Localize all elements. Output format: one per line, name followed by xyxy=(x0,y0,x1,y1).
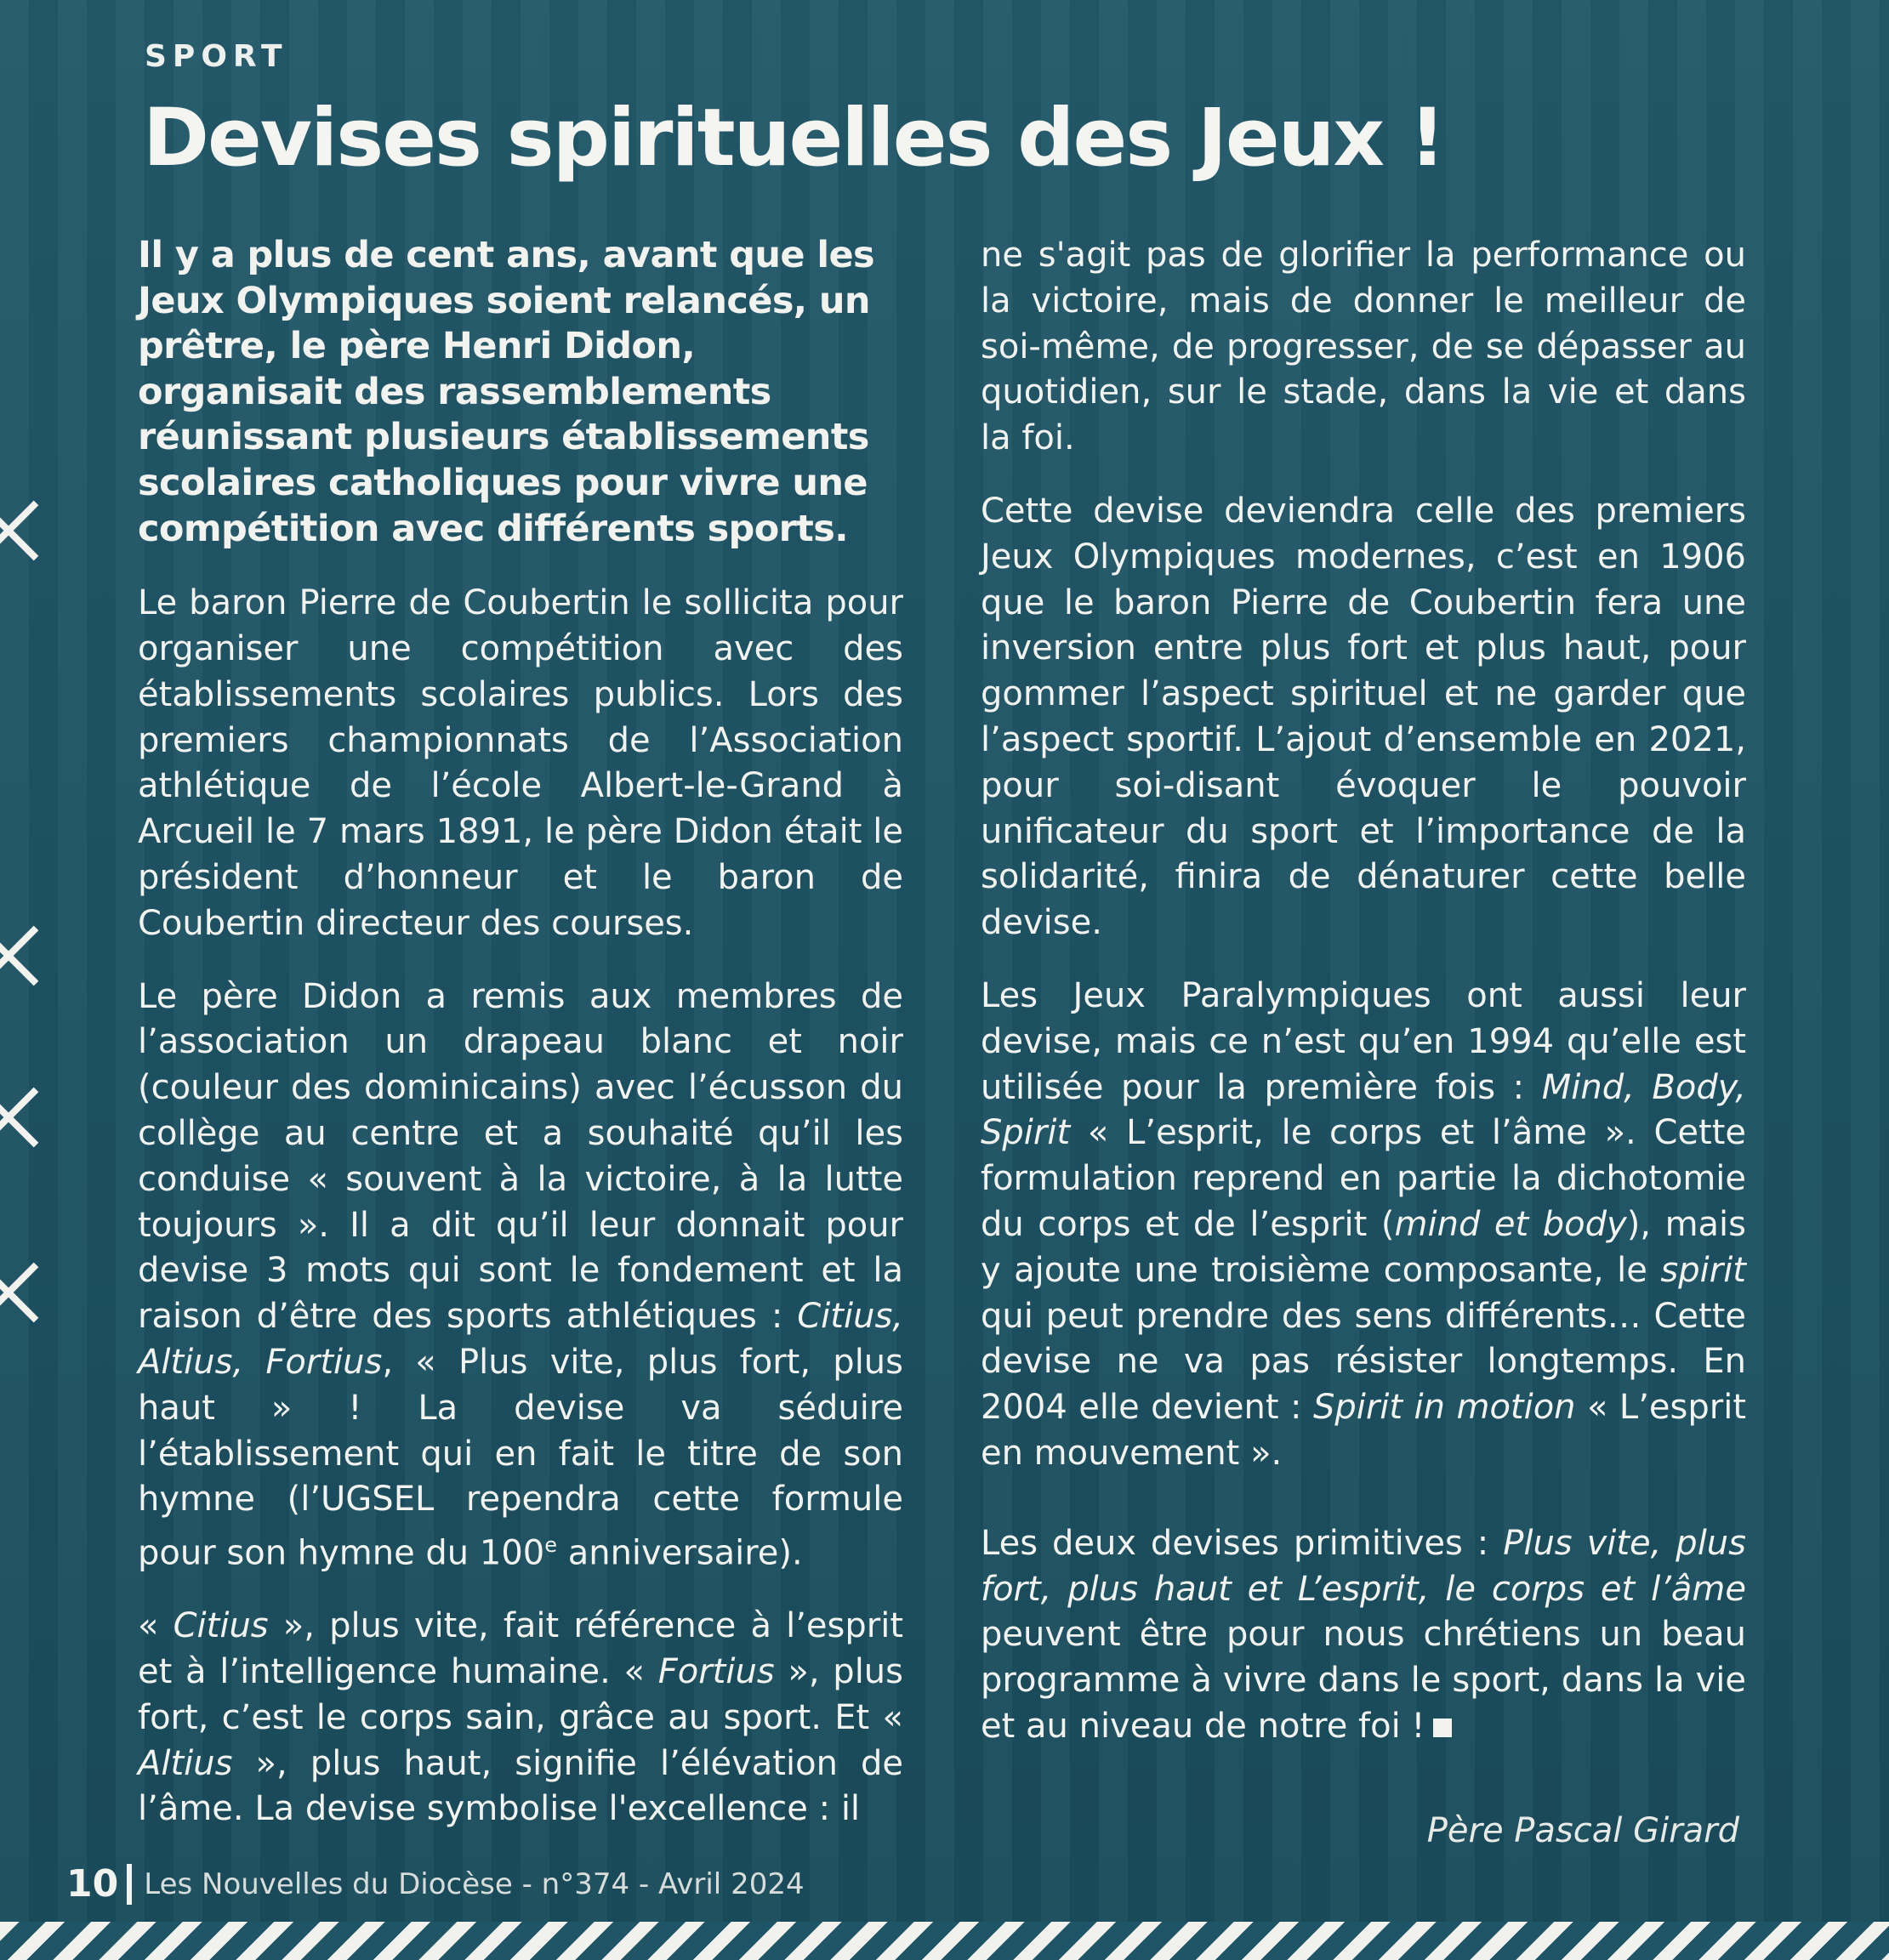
word-spirit: spirit xyxy=(1660,1250,1746,1290)
author-signature: Père Pascal Girard xyxy=(1426,1811,1739,1850)
text-span: Les Jeux Paralympiques ont aussi leur devise, mais ce n’est qu’en 1994 qu’elle est utilisée pour la première fois : xyxy=(981,975,1746,1107)
text-span: , « Plus vite, plus fort, plus haut » ! La devise va séduire l’établissement qui en fait le titre de son hymne (l’UGSEL rependra cette formule pour son hymne du 100 xyxy=(138,1342,904,1573)
section-label: SPORT xyxy=(145,39,288,74)
text-span: « L’esprit en mouvement ». xyxy=(981,1388,1747,1473)
text-span: », plus haut, signifie l’élévation de l’âme. La devise symbolise l'excellence : il xyxy=(138,1743,903,1829)
paragraph-paralympics xyxy=(981,974,1746,1477)
footer-divider xyxy=(127,1864,132,1905)
left-column xyxy=(138,233,903,1860)
superscript: e xyxy=(544,1533,557,1558)
paragraph-modern-games: Cette devise deviendra celle des premiers Jeux Olympiques modernes, c’est en 1906 que le baron Pierre de Coubertin fera une inversion entre plus fort et plus haut, pour gommer l’aspect spirituel et ne garder que l’aspect sportif. L’ajout d’ensemble en 2021, pour soi-disant évoquer le pouvoir unificateur du sport et l’importance de la solidarité, finira de dénaturer cette belle devise. xyxy=(981,491,1746,943)
page-footer xyxy=(66,1862,805,1906)
text-span: », plus fort, c’est le corps sain, grâce au sport. Et « xyxy=(138,1652,904,1737)
end-of-article-square-icon xyxy=(1433,1719,1452,1737)
paragraph-motto-meaning xyxy=(138,1604,903,1832)
article-title: Devises spirituelles des Jeux ! xyxy=(143,92,1444,185)
decorative-stripe-band xyxy=(0,1922,1889,1960)
page-number: 10 xyxy=(66,1862,119,1906)
text-span: Les deux devises primitives : xyxy=(981,1523,1504,1563)
paragraph-didon-motto xyxy=(138,974,903,1577)
right-column xyxy=(981,233,1746,1777)
phrase-mind-body: mind et body xyxy=(1394,1204,1627,1244)
word-fortius: Fortius xyxy=(657,1652,775,1692)
paragraph-continuation: ne s'agit pas de glorifier la performance ou la victoire, mais de donner le meilleur de soi-même, de progresser, de se dépasser au quotidien, sur le stade, dans la vie et dans la foi. xyxy=(981,236,1746,458)
lead-paragraph: Il y a plus de cent ans, avant que les Jeux Olympiques soient relancés, un prêtre, le père Henri Didon, organisait des rassemblements réunissant plusieurs établissements scolaires catholiques pour vivre une compétition avec différents sports. xyxy=(138,234,875,550)
decorative-cross-icon xyxy=(0,491,48,570)
text-span: anniversaire). xyxy=(557,1533,803,1573)
motto-paralympic: Mind, Body, Spirit xyxy=(981,1067,1747,1153)
decorative-cross-icon xyxy=(0,917,48,995)
text-span: », plus vite, fait référence à l’esprit et à l’intelligence humaine. « xyxy=(138,1606,903,1692)
word-altius: Altius xyxy=(138,1743,233,1783)
text-span: peuvent être pour nous chrétiens un beau programme à vivre dans le sport, dans la vie et au niveau de notre foi ! xyxy=(981,1615,1746,1746)
word-citius: Citius xyxy=(173,1606,269,1646)
text-span: ), mais y ajoute une troisième composante, le xyxy=(981,1204,1747,1290)
mottos-primitive: Plus vite, plus fort, plus haut et L’esprit, le corps et l’âme xyxy=(981,1523,1746,1609)
text-span: Le père Didon a remis aux membres de l’association un drapeau blanc et noir (couleur des dominicains) avec l’écusson du collège au centre et a souhaité qu’il les conduise « souvent à la victoire, à la lutte toujours ». Il a dit qu’il leur donnait pour devise 3 mots qui sont le fondement et la raison d’être des sports athlétiques : xyxy=(138,976,903,1337)
decorative-cross-icon xyxy=(0,1078,48,1156)
motto-spirit-in-motion: Spirit in motion xyxy=(1312,1388,1576,1428)
text-span: « xyxy=(138,1606,174,1646)
motto-latin: Citius, Altius, Fortius xyxy=(138,1297,903,1382)
paragraph-conclusion xyxy=(981,1521,1746,1750)
paragraph-coubertin: Le baron Pierre de Coubertin le sollicita pour organiser une compétition avec des établissements scolaires publics. Lors des premiers championnats de l’Association athlétique de l’école Albert-le-Grand à Arcueil le 7 mars 1891, le père Didon était le président d’honneur et le baron de Coubertin directeur des courses. xyxy=(138,583,903,943)
text-span: « L’esprit, le corps et l’âme ». Cette formulation reprend en partie la dichotomie du corps et de l’esprit ( xyxy=(981,1113,1746,1244)
text-span: qui peut prendre des sens différents… Cette devise ne va pas résister longtemps. En 2004 elle devient : xyxy=(981,1296,1746,1428)
decorative-cross-icon xyxy=(0,1253,48,1332)
publication-info: Les Nouvelles du Diocèse - n°374 - Avril 2024 xyxy=(144,1866,805,1901)
